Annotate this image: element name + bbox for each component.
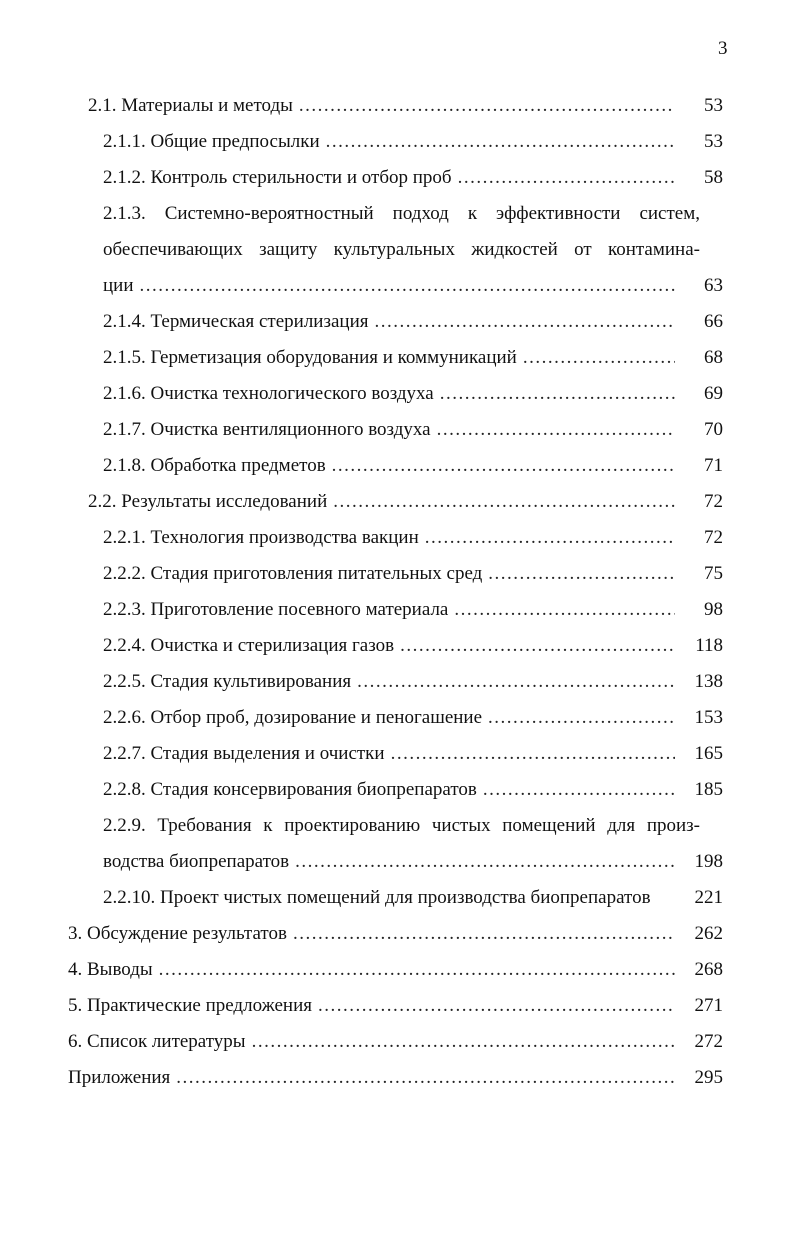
toc-entry-title: 3. Обсуждение результатов bbox=[68, 923, 287, 944]
toc-entry-page: 185 bbox=[694, 779, 723, 800]
dot-leader bbox=[332, 455, 675, 477]
toc-entry-page: 198 bbox=[694, 851, 723, 872]
toc-entry bbox=[0, 743, 793, 779]
toc-entry-page: 272 bbox=[694, 1031, 723, 1052]
toc-entry-wrapped-line bbox=[0, 815, 793, 851]
toc-entry-page: 98 bbox=[704, 599, 723, 620]
dot-leader bbox=[425, 527, 675, 549]
toc-entry-title: водства биопрепаратов bbox=[103, 851, 290, 872]
toc-entry-page: 138 bbox=[694, 671, 723, 692]
toc-entry-page: 262 bbox=[694, 923, 723, 944]
dot-leader bbox=[458, 167, 675, 189]
toc-entry-title: 2.2.10. Проект чистых помещений для производства биопрепаратов bbox=[103, 887, 651, 908]
toc-entry bbox=[0, 419, 793, 455]
toc-entry-title: обеспечивающих защиту культуральных жидкостей от контамина- bbox=[103, 239, 700, 260]
toc-entry-title: 2.2. Результаты исследований bbox=[88, 491, 328, 512]
toc-entry-page: 53 bbox=[704, 95, 723, 116]
toc-entry-title: 2.1.1. Общие предпосылки bbox=[103, 131, 320, 152]
toc-entry-page: 66 bbox=[704, 311, 723, 332]
toc-entry-title: 2.2.6. Отбор проб, дозирование и пеногашение bbox=[103, 707, 483, 728]
toc-entry-page: 53 bbox=[704, 131, 723, 152]
toc-entry-title: 2.2.3. Приготовление посевного материала bbox=[103, 599, 449, 620]
toc-entry bbox=[0, 527, 793, 563]
toc-entry-title: 2.1.6. Очистка технологического воздуха bbox=[103, 383, 434, 404]
toc-entry-wrapped-line bbox=[0, 203, 793, 239]
toc-entry bbox=[0, 383, 793, 419]
dot-leader bbox=[318, 995, 675, 1017]
toc-entry-page: 72 bbox=[704, 491, 723, 512]
toc-entry bbox=[0, 887, 793, 923]
toc-entry bbox=[0, 491, 793, 527]
dot-leader bbox=[293, 923, 675, 945]
dot-leader bbox=[488, 707, 675, 729]
toc-entry-wrapped-line bbox=[0, 239, 793, 275]
toc-entry-title: 2.2.5. Стадия культивирования bbox=[103, 671, 352, 692]
toc-entry-title: 2.1.3. Системно-вероятностный подход к эффективности систем, bbox=[103, 203, 700, 224]
dot-leader bbox=[454, 599, 675, 621]
dot-leader bbox=[140, 275, 675, 297]
toc-entry-page: 271 bbox=[694, 995, 723, 1016]
toc-entry-page: 268 bbox=[694, 959, 723, 980]
dot-leader bbox=[176, 1067, 675, 1089]
toc-entry-page: 70 bbox=[704, 419, 723, 440]
toc-entry-page: 165 bbox=[694, 743, 723, 764]
toc-entry bbox=[0, 275, 793, 311]
dot-leader bbox=[437, 419, 675, 441]
toc-entry bbox=[0, 455, 793, 491]
toc-entry-page: 71 bbox=[704, 455, 723, 476]
toc-entry-page: 75 bbox=[704, 563, 723, 584]
toc-entry bbox=[0, 347, 793, 383]
dot-leader bbox=[333, 491, 675, 513]
toc-entry-page: 72 bbox=[704, 527, 723, 548]
toc-entry bbox=[0, 1031, 793, 1067]
dot-leader bbox=[391, 743, 675, 765]
toc-entry-title: ции bbox=[103, 275, 134, 296]
dot-leader bbox=[483, 779, 675, 801]
dot-leader bbox=[159, 959, 675, 981]
dot-leader bbox=[357, 671, 675, 693]
dot-leader bbox=[295, 851, 675, 873]
toc-entry-title: 2.2.1. Технология производства вакцин bbox=[103, 527, 419, 548]
toc-entry bbox=[0, 923, 793, 959]
toc-entry-page: 221 bbox=[694, 887, 723, 908]
toc-entry-title: 5. Практические предложения bbox=[68, 995, 312, 1016]
table-of-contents bbox=[0, 95, 793, 1103]
toc-entry bbox=[0, 671, 793, 707]
toc-entry-title: 2.1.5. Герметизация оборудования и коммуникаций bbox=[103, 347, 517, 368]
dot-leader bbox=[374, 311, 675, 333]
toc-entry-title: Приложения bbox=[68, 1067, 171, 1088]
toc-entry-title: 2.2.2. Стадия приготовления питательных сред bbox=[103, 563, 483, 584]
toc-entry-page: 118 bbox=[695, 635, 723, 656]
toc-entry bbox=[0, 995, 793, 1031]
toc-entry-title: 2.1. Материалы и методы bbox=[88, 95, 293, 116]
toc-entry-page: 69 bbox=[704, 383, 723, 404]
toc-entry bbox=[0, 563, 793, 599]
dot-leader bbox=[523, 347, 675, 369]
dot-leader bbox=[488, 563, 675, 585]
dot-leader bbox=[252, 1031, 675, 1053]
toc-entry-page: 63 bbox=[704, 275, 723, 296]
toc-entry-title: 2.2.4. Очистка и стерилизация газов bbox=[103, 635, 395, 656]
toc-entry bbox=[0, 167, 793, 203]
toc-entry bbox=[0, 131, 793, 167]
toc-entry-page: 58 bbox=[704, 167, 723, 188]
toc-entry bbox=[0, 851, 793, 887]
toc-entry-title: 2.1.2. Контроль стерильности и отбор проб bbox=[103, 167, 452, 188]
toc-entry bbox=[0, 707, 793, 743]
toc-entry bbox=[0, 1067, 793, 1103]
dot-leader bbox=[400, 635, 675, 657]
toc-entry-title: 2.1.4. Термическая стерилизация bbox=[103, 311, 369, 332]
toc-entry-page: 153 bbox=[694, 707, 723, 728]
toc-entry bbox=[0, 779, 793, 815]
toc-entry-page: 295 bbox=[694, 1067, 723, 1088]
toc-entry-title: 2.1.7. Очистка вентиляционного воздуха bbox=[103, 419, 431, 440]
dot-leader bbox=[440, 383, 675, 405]
toc-entry-title: 2.2.9. Требования к проектированию чистых помещений для произ- bbox=[103, 815, 700, 836]
toc-entry-title: 6. Список литературы bbox=[68, 1031, 246, 1052]
page-number: 3 bbox=[718, 38, 728, 59]
toc-entry bbox=[0, 95, 793, 131]
toc-entry-title: 2.1.8. Обработка предметов bbox=[103, 455, 326, 476]
toc-entry bbox=[0, 311, 793, 347]
toc-entry-page: 68 bbox=[704, 347, 723, 368]
toc-entry-title: 2.2.7. Стадия выделения и очистки bbox=[103, 743, 385, 764]
toc-entry bbox=[0, 959, 793, 995]
toc-entry-title: 4. Выводы bbox=[68, 959, 153, 980]
toc-entry bbox=[0, 599, 793, 635]
toc-entry bbox=[0, 635, 793, 671]
dot-leader bbox=[326, 131, 675, 153]
dot-leader bbox=[299, 95, 675, 117]
toc-entry-title: 2.2.8. Стадия консервирования биопрепаратов bbox=[103, 779, 477, 800]
